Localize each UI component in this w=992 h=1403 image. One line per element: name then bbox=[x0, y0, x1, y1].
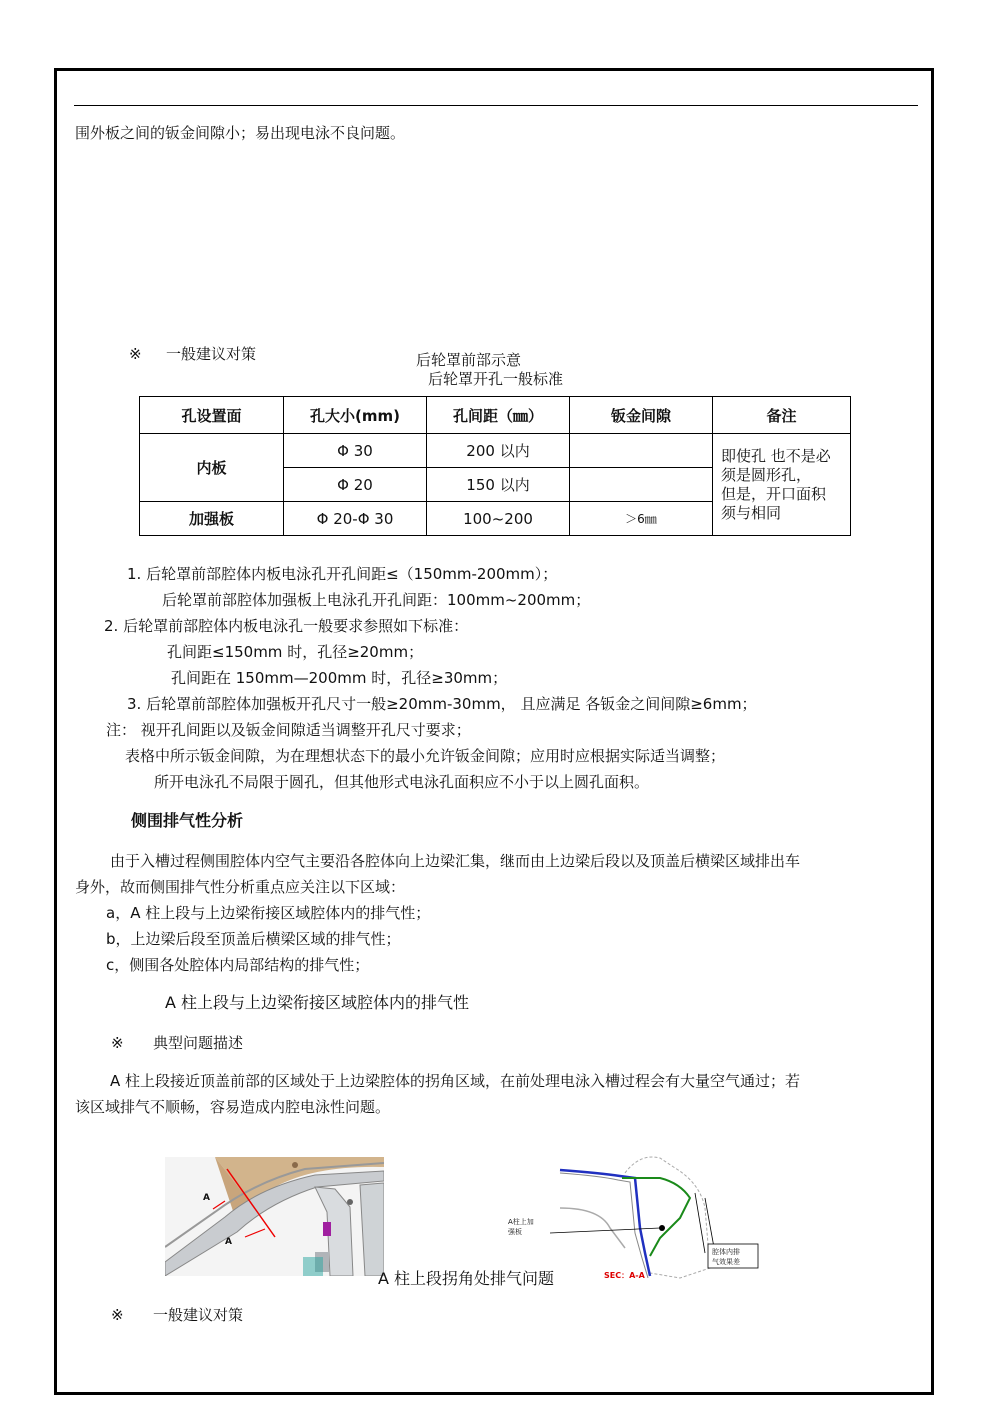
label-reinforcement: 强板 bbox=[508, 1228, 522, 1236]
header-spacing: 孔间距（㎜） bbox=[427, 397, 570, 434]
a-pillar-render-image bbox=[165, 1157, 384, 1276]
section-heading-countermeasure-2: 一般建议对策 bbox=[153, 1306, 244, 1324]
header-size: 孔大小(mm) bbox=[284, 397, 427, 434]
header-surface: 孔设置面 bbox=[140, 397, 284, 434]
cell-remark bbox=[713, 434, 851, 536]
paragraph-line: 身外，故而侧围排气性分析重点应关注以下区域： bbox=[75, 878, 406, 896]
list-item-1b: 后轮罩前部腔体加强板上电泳孔开孔间距：100mm~200mm； bbox=[162, 591, 591, 609]
cell-size: Φ 20-Φ 30 bbox=[284, 502, 427, 536]
label-reinforcement: A柱上加 bbox=[508, 1218, 534, 1226]
a-pillar-render-svg bbox=[165, 1157, 384, 1276]
list-item-2: 2. 后轮罩前部腔体内板电泳孔一般要求参照如下标准： bbox=[104, 617, 469, 635]
figure-caption-a-pillar: A 柱上段拐角处排气问题 bbox=[378, 1269, 555, 1288]
remark-line: 须与相同 bbox=[721, 503, 782, 522]
cell-spacing: 100~200 bbox=[427, 502, 570, 536]
section-marker-a: A bbox=[225, 1237, 232, 1247]
list-item-3: 3. 后轮罩前部腔体加强板开孔尺寸一般≥20mm-30mm， 且应满足 各钣金之间间隙≥6mm； bbox=[127, 695, 757, 713]
cell-spacing: 200 以内 bbox=[427, 434, 570, 468]
section-title-venting: 侧围排气性分析 bbox=[131, 811, 244, 830]
list-item-1: 1. 后轮罩前部腔体内板电泳孔开孔间距≤（150mm-200mm）； bbox=[127, 565, 558, 583]
table-title: 后轮罩开孔一般标准 bbox=[428, 370, 564, 388]
note-marker: ※ bbox=[111, 1306, 124, 1324]
header-rule bbox=[74, 105, 918, 106]
cell-surface-reinforcement: 加强板 bbox=[140, 502, 284, 536]
label-section: SEC：A-A bbox=[604, 1271, 645, 1280]
hole-standard-table bbox=[139, 396, 851, 536]
section-heading-countermeasure: 一般建议对策 bbox=[166, 345, 257, 363]
note-marker: ※ bbox=[111, 1034, 124, 1052]
heading-typical-problem: 典型问题描述 bbox=[153, 1034, 244, 1052]
list-item-c: c，侧围各处腔体内局部结构的排气性； bbox=[106, 956, 370, 974]
list-item-2a: 孔间距≤150mm 时，孔径≥20mm； bbox=[167, 643, 424, 661]
paragraph-line: 该区域排气不顺畅，容易造成内腔电泳性问题。 bbox=[75, 1098, 391, 1116]
header-remark: 备注 bbox=[713, 397, 851, 434]
note-marker: ※ bbox=[129, 345, 142, 363]
cell-gap bbox=[570, 468, 713, 502]
cell-spacing: 150 以内 bbox=[427, 468, 570, 502]
note-line-3: 所开电泳孔不局限于圆孔，但其他形式电泳孔面积应不小于以上圆孔面积。 bbox=[154, 773, 650, 791]
table-row bbox=[140, 434, 851, 468]
cell-gap: ＞6㎜ bbox=[570, 502, 713, 536]
continued-text: 围外板之间的钣金间隙小；易出现电泳不良问题。 bbox=[75, 124, 406, 142]
remark-line: 须是圆形孔， bbox=[721, 465, 812, 484]
list-item-b: b，上边梁后段至顶盖后横梁区域的排气性； bbox=[106, 930, 401, 948]
subheading-a-pillar: A 柱上段与上边梁衔接区域腔体内的排气性 bbox=[165, 993, 470, 1012]
label-venting-poor: 腔体内排 bbox=[712, 1248, 740, 1256]
paragraph-line: 由于入槽过程侧围腔体内空气主要沿各腔体向上边梁汇集，继而由上边梁后段以及顶盖后横梁区域排出车 bbox=[110, 852, 801, 870]
cell-gap bbox=[570, 434, 713, 468]
section-marker-a: A bbox=[203, 1193, 210, 1203]
header-gap: 钣金间隙 bbox=[570, 397, 713, 434]
figure-caption: 后轮罩前部示意 bbox=[416, 351, 522, 369]
note-line-1: 注： 视开孔间距以及钣金间隙适当调整开孔尺寸要求； bbox=[106, 721, 471, 739]
cell-size: Φ 30 bbox=[284, 434, 427, 468]
cell-size: Φ 20 bbox=[284, 468, 427, 502]
list-item-2b: 孔间距在 150mm—200mm 时，孔径≥30mm； bbox=[171, 669, 508, 687]
label-venting-poor: 气效果差 bbox=[712, 1258, 740, 1266]
cell-surface-inner: 内板 bbox=[140, 434, 284, 502]
remark-line: 即使孔 也不是必 bbox=[721, 446, 831, 465]
paragraph-line: A 柱上段接近顶盖前部的区域处于上边梁腔体的拐角区域，在前处理电泳入槽过程会有大量空气通过；若 bbox=[110, 1072, 801, 1090]
remark-line: 但是，开口面积 bbox=[721, 484, 827, 503]
list-item-a: a，A 柱上段与上边梁衔接区域腔体内的排气性； bbox=[106, 904, 431, 922]
note-line-2: 表格中所示钣金间隙，为在理想状态下的最小允许钣金间隙；应用时应根据实际适当调整； bbox=[125, 747, 726, 765]
table-header-row bbox=[140, 397, 851, 434]
section-aa-diagram bbox=[500, 1148, 760, 1283]
